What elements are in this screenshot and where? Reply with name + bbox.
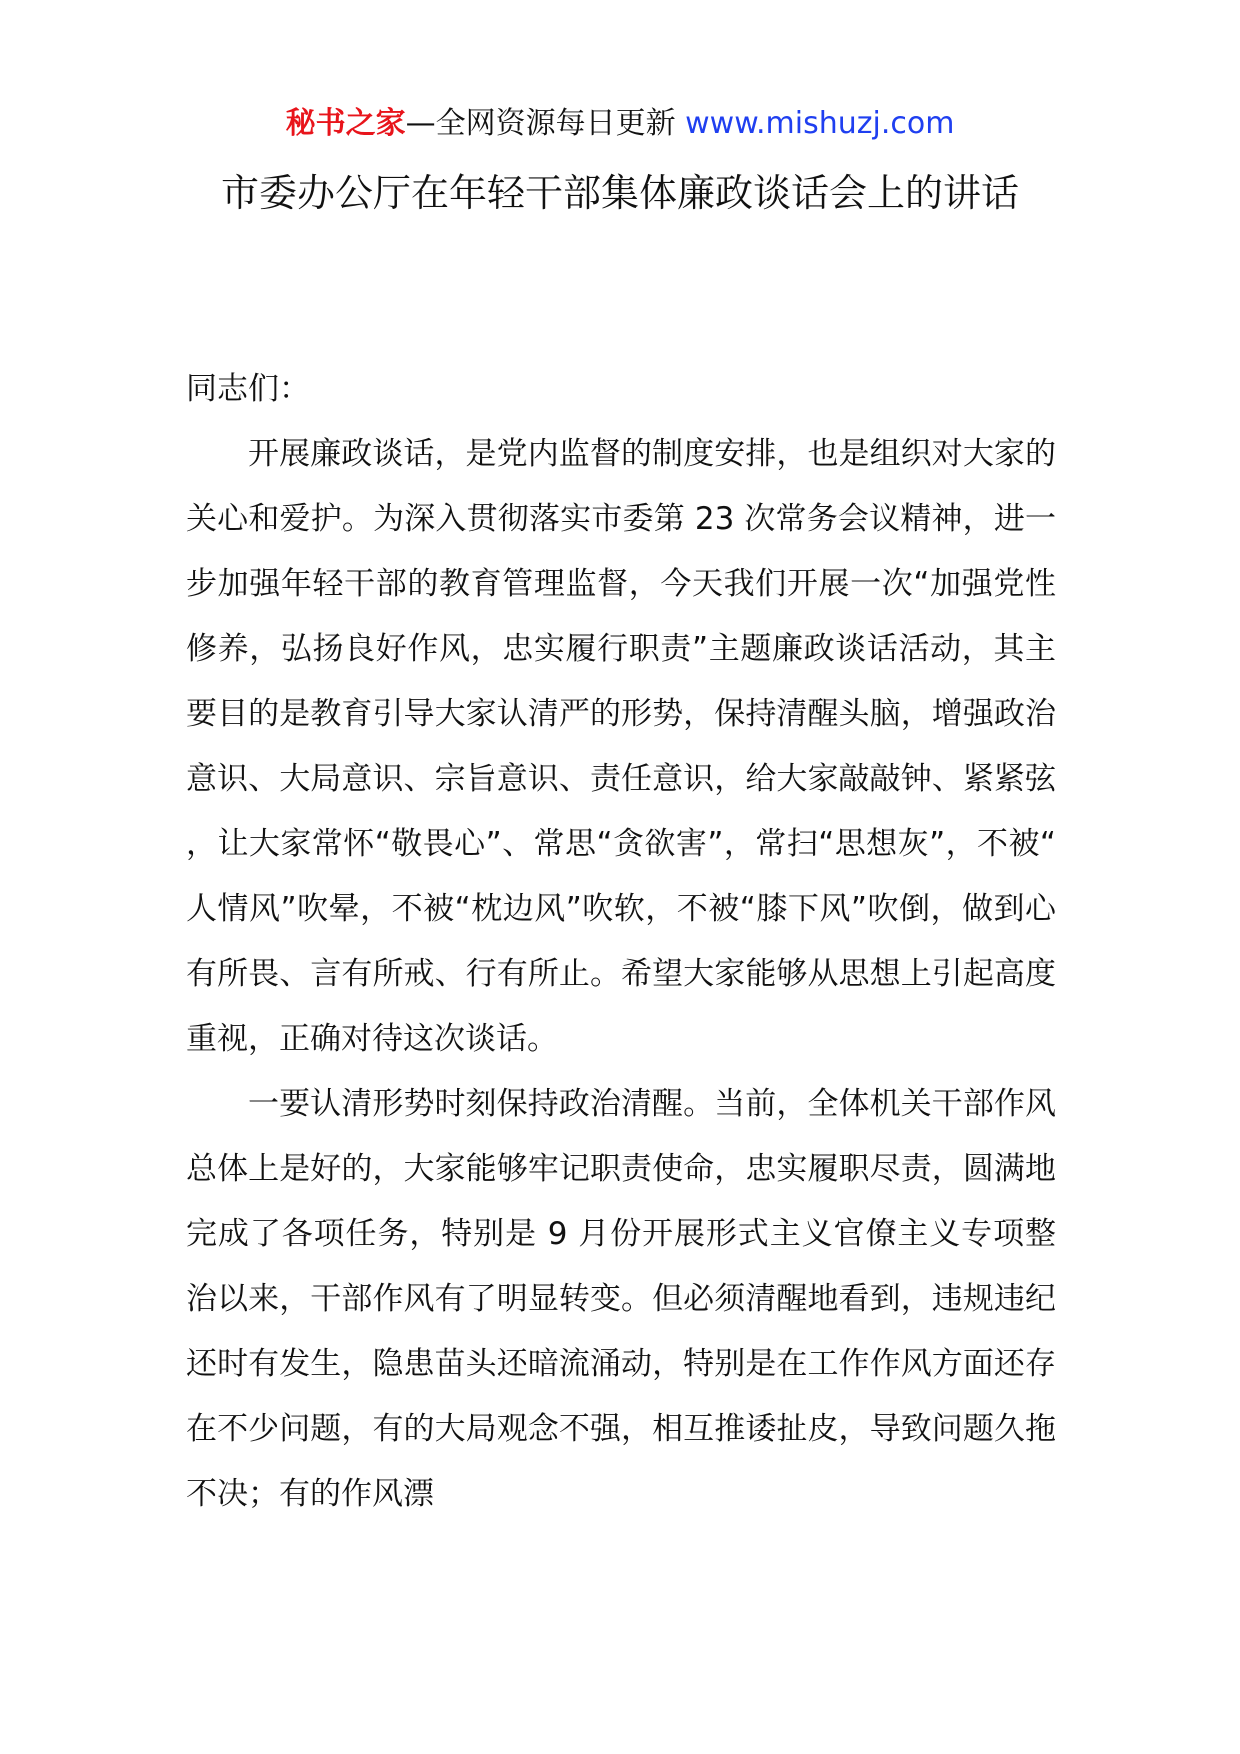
body-paragraph: 开展廉政谈话，是党内监督的制度安排，也是组织对大家的关心和爱护。为深入贯彻落实市委第 23 次常务会议精神，进一步加强年轻干部的教育管理监督，今天我们开展一次“加强党性修养，弘扬良好作风，忠实履行职责”主题廉政谈话活动，其主要目的是教育引导大家认清严的形势，保持清醒头脑，增强政治意识、大局意识、宗旨意识、责任意识，给大家敲敲钟、紧紧弦，让大家常怀“敬畏心”、常思“贪欲害”，常扫“思想灰”，不被“人情风”吹晕，不被“枕边风”吹软，不被“膝下风”吹倒，做到心有所畏、言有所戒、行有所止。希望大家能够从思想上引起高度重视，正确对待这次谈话。 [186,436,1056,1057]
document-body [186,357,1056,1527]
site-header [0,101,1240,147]
brand-name: 秘书之家 [285,106,406,141]
body-paragraph: 一要认清形势时刻保持政治清醒。当前，全体机关干部作风总体上是好的，大家能够牢记职责使命，忠实履职尽责，圆满地完成了各项任务，特别是 9 月份开展形式主义官僚主义专项整治以来，干部作风有了明显转变。但必须清醒地看到，违规违纪还时有发生，隐患苗头还暗流涌动，特别是在工作作风方面还存在不少问题，有的大局观念不强，相互推诿扯皮，导致问题久拖不决；有的作风漂 [186,1086,1056,1512]
salutation: 同志们： [186,371,310,407]
site-url-link[interactable]: www.mishuzj.com [685,106,955,141]
header-tagline: —全网资源每日更新 [405,106,676,141]
document-title: 市委办公厅在年轻干部集体廉政谈话会上的讲话 [220,171,1019,215]
